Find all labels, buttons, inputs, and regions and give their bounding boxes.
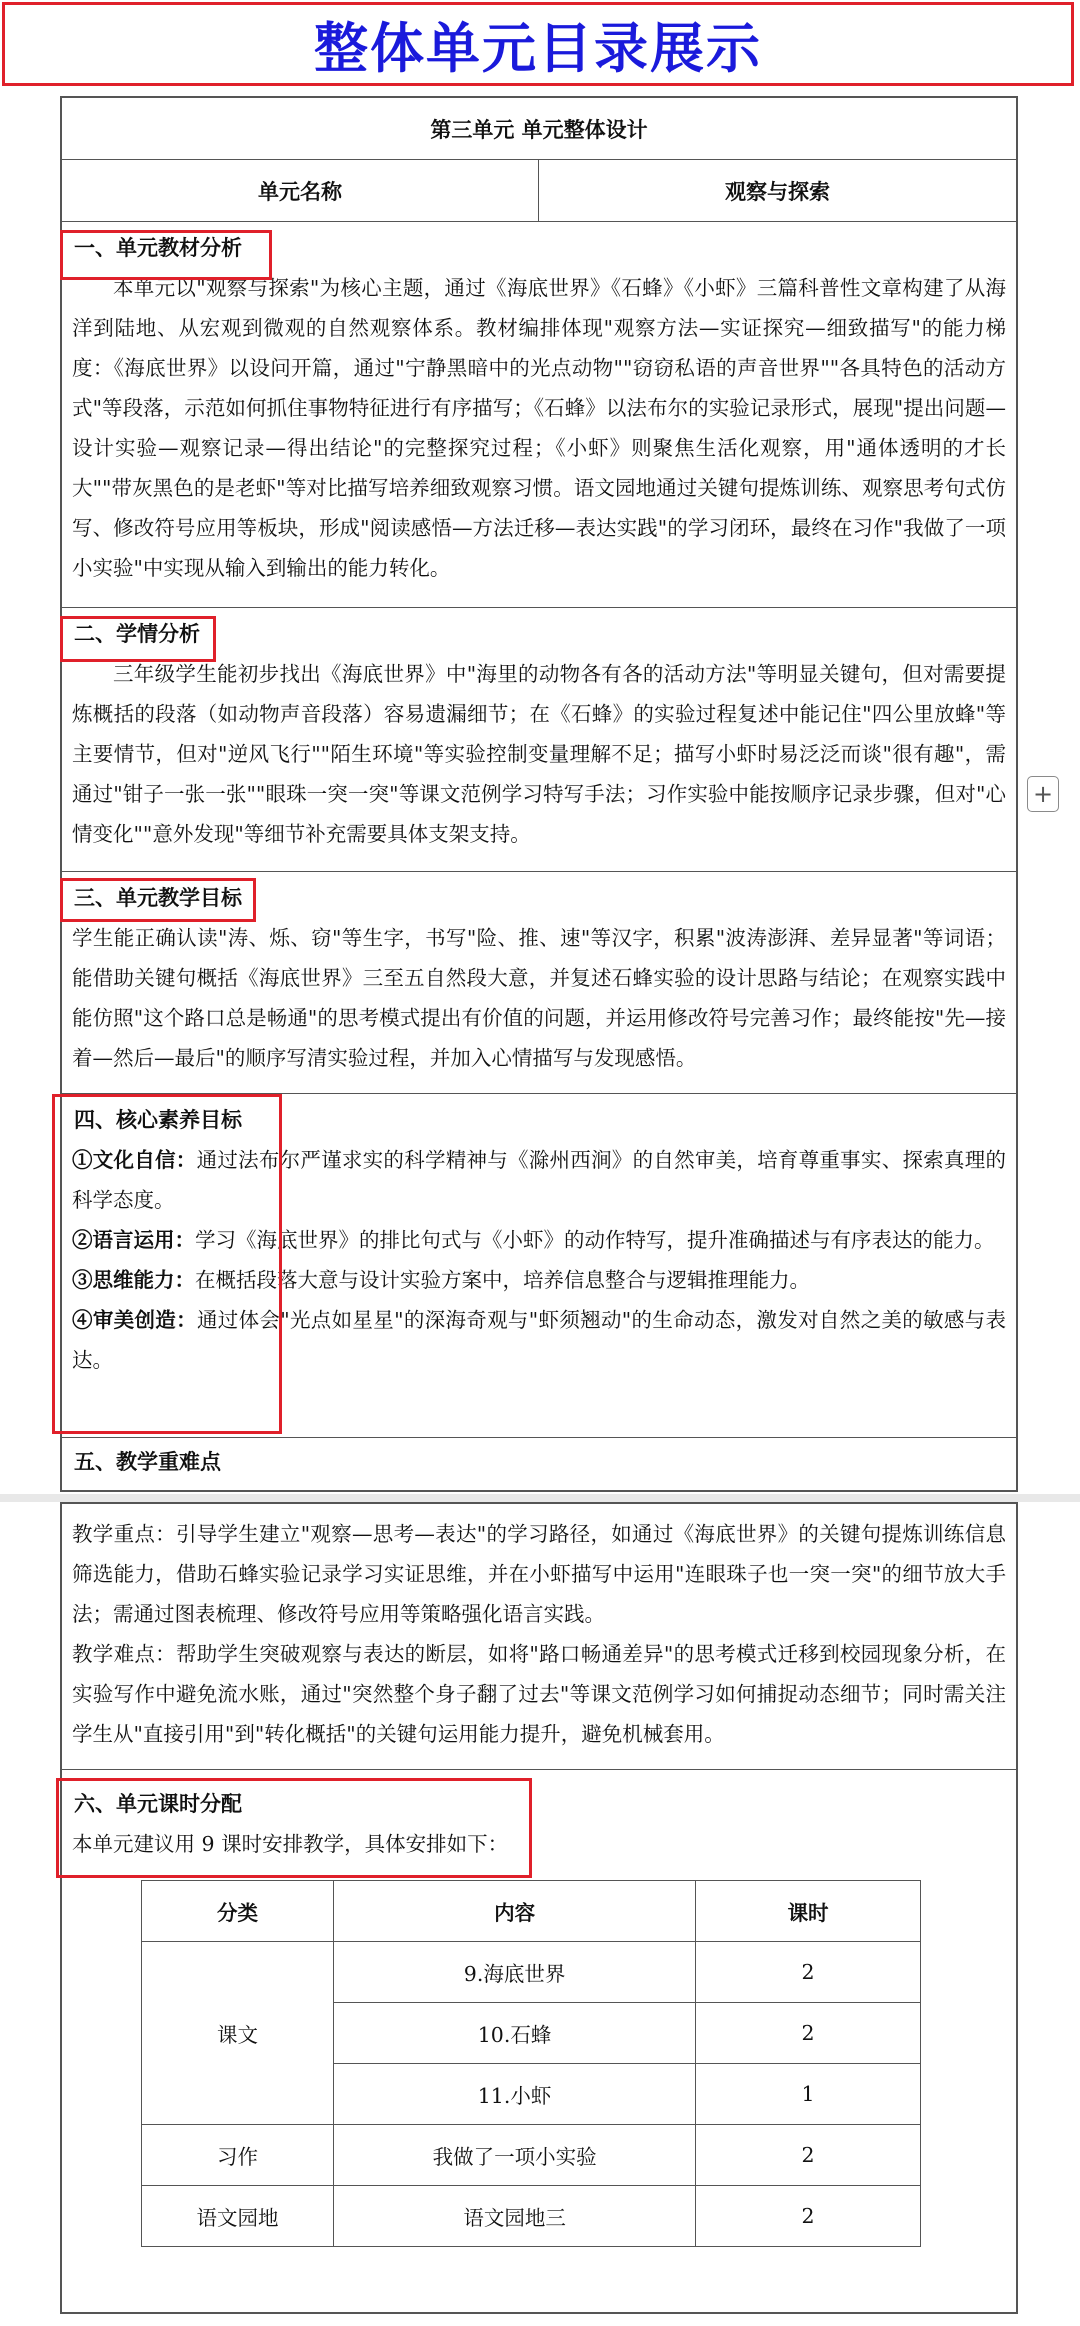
hours-cell: 2: [696, 2186, 921, 2247]
section-heading: 四、核心素养目标: [74, 1107, 242, 1132]
section-heading: 一、单元教材分析: [74, 235, 242, 260]
literacy-item: [72, 1260, 1006, 1300]
section-text: 三年级学生能初步找出《海底世界》中"海里的动物各有各的活动方法"等明显关键句，但对需要提炼概括的段落（如动物声音段落）容易遗漏细节；在《石蜂》的实验过程复述中能记住"四公里放蜂"等主要情节，但对"逆风飞行""陌生环境"等实验控制变量理解不足；描写小虾时易泛泛而谈"很有趣"，需通过"钳子一张一张""眼珠一突一突"等课文范例学习特写手法；习作实验中能按顺序记录步骤，但对"心情变化""意外发现"等细节补充需要具体支架支持。: [72, 662, 1006, 846]
content-cell: 语文园地三: [334, 2186, 696, 2247]
unit-title-row: [62, 98, 1016, 160]
section-key-difficult-content: [62, 1504, 1016, 1770]
section-heading: 二、学情分析: [74, 621, 200, 646]
hours-cell: 2: [696, 1942, 921, 2003]
difficulty-text: 教学难点：帮助学生突破观察与表达的断层，如将"路口畅通差异"的思考模式迁移到校园现象分析，在实验写作中避免流水账，通过"突然整个身子翻了过去"等课文范例学习如何捕捉动态细节；同时需关注学生从"直接引用"到"转化概括"的关键句运用能力提升，避免机械套用。: [72, 1642, 1006, 1746]
content-cell: 9.海底世界: [334, 1942, 696, 2003]
unit-name-label: 单元名称: [62, 160, 539, 221]
literacy-label: ③思维能力：: [72, 1268, 195, 1292]
section-heading: 六、单元课时分配: [74, 1791, 242, 1816]
hours-cell: 1: [696, 2064, 921, 2125]
header-category: 分类: [142, 1881, 334, 1942]
literacy-label: ④审美创造：: [72, 1308, 197, 1332]
unit-title: 第三单元 单元整体设计: [430, 116, 648, 142]
literacy-text: 学习《海底世界》的排比句式与《小虾》的动作特写，提升准确描述与有序表达的能力。: [195, 1228, 995, 1252]
banner-title: 整体单元目录展示: [314, 16, 762, 80]
table-row: [142, 2125, 921, 2186]
hours-cell: 2: [696, 2125, 921, 2186]
section-teaching-goals: [62, 872, 1016, 1094]
table-row: [142, 1942, 921, 2003]
key-point-text: 教学重点：引导学生建立"观察—思考—表达"的学习路径，如通过《海底世界》的关键句提炼训练信息筛选能力，借助石蜂实验记录学习实证思维，并在小虾描写中运用"连眼珠子也一突一突"的细节放大手法；需通过图表梳理、修改符号应用等策略强化语言实践。: [72, 1522, 1006, 1626]
literacy-item: [72, 1140, 1006, 1220]
content-cell: 我做了一项小实验: [334, 2125, 696, 2186]
lesson-hours-table: [141, 1880, 921, 2247]
category-cell: 课文: [142, 1942, 334, 2125]
document-page-2: [60, 1502, 1018, 2314]
plus-icon[interactable]: +: [1027, 776, 1059, 812]
table-row: [142, 2186, 921, 2247]
table-header-row: [142, 1881, 921, 1942]
document-page-1: [60, 96, 1018, 1492]
literacy-item: [72, 1220, 1006, 1260]
section-heading: 三、单元教学目标: [74, 885, 242, 910]
content-cell: 11.小虾: [334, 2064, 696, 2125]
literacy-text: 在概括段落大意与设计实验方案中，培养信息整合与逻辑推理能力。: [195, 1268, 810, 1292]
page-divider: [0, 1494, 1080, 1502]
header-content: 内容: [334, 1881, 696, 1942]
unit-name-row: [62, 160, 1016, 222]
literacy-item: [72, 1300, 1006, 1380]
section-learner-analysis: [62, 608, 1016, 872]
category-cell: 语文园地: [142, 2186, 334, 2247]
section-key-difficult: [62, 1438, 1016, 1490]
category-cell: 习作: [142, 2125, 334, 2186]
section-core-literacy: [62, 1094, 1016, 1438]
section-text: 学生能正确认读"涛、烁、窃"等生字，书写"险、推、速"等汉字，积累"波涛澎湃、差异显著"等词语；能借助关键句概括《海底世界》三至五自然段大意，并复述石蜂实验的设计思路与结论；在观察实践中能仿照"这个路口总是畅通"的思考模式提出有价值的问题，并运用修改符号完善习作；最终能按"先—接着—然后—最后"的顺序写清实验过程，并加入心情描写与发现感悟。: [72, 926, 1006, 1070]
literacy-text: 通过体会"光点如星星"的深海奇观与"虾须翘动"的生命动态，激发对自然之美的敏感与表达。: [72, 1308, 1007, 1372]
section-textbook-analysis: [62, 222, 1016, 608]
allocation-intro: 本单元建议用 9 课时安排教学，具体安排如下：: [72, 1832, 509, 1856]
hours-cell: 2: [696, 2003, 921, 2064]
header-hours: 课时: [696, 1881, 921, 1942]
section-heading: 五、教学重难点: [74, 1449, 221, 1474]
section-text: 本单元以"观察与探索"为核心主题，通过《海底世界》《石蜂》《小虾》三篇科普性文章构建了从海洋到陆地、从宏观到微观的自然观察体系。教材编排体现"观察方法—实证探究—细致描写"的能力梯度：《海底世界》以设问开篇，通过"宁静黑暗中的光点动物""窃窃私语的声音世界""各具特色的活动方式"等段落，示范如何抓住事物特征进行有序描写；《石蜂》以法布尔的实验记录形式，展现"提出问题—设计实验—观察记录—得出结论"的完整探究过程；《小虾》则聚焦生活化观察，用"通体透明的才长大""带灰黑色的是老虾"等对比描写培养细致观察习惯。语文园地通过关键句提炼训练、观察思考句式仿写、修改符号应用等板块，形成"阅读感悟—方法迁移—表达实践"的学习闭环，最终在习作"我做了一项小实验"中实现从输入到输出的能力转化。: [72, 276, 1006, 580]
literacy-label: ①文化自信：: [72, 1148, 197, 1172]
unit-name-value: 观察与探索: [725, 178, 830, 204]
content-cell: 10.石蜂: [334, 2003, 696, 2064]
literacy-label: ②语言运用：: [72, 1228, 195, 1252]
literacy-text: 通过法布尔严谨求实的科学精神与《滁州西涧》的自然审美，培育尊重事实、探索真理的科学态度。: [72, 1148, 1007, 1212]
banner: [2, 2, 1074, 86]
